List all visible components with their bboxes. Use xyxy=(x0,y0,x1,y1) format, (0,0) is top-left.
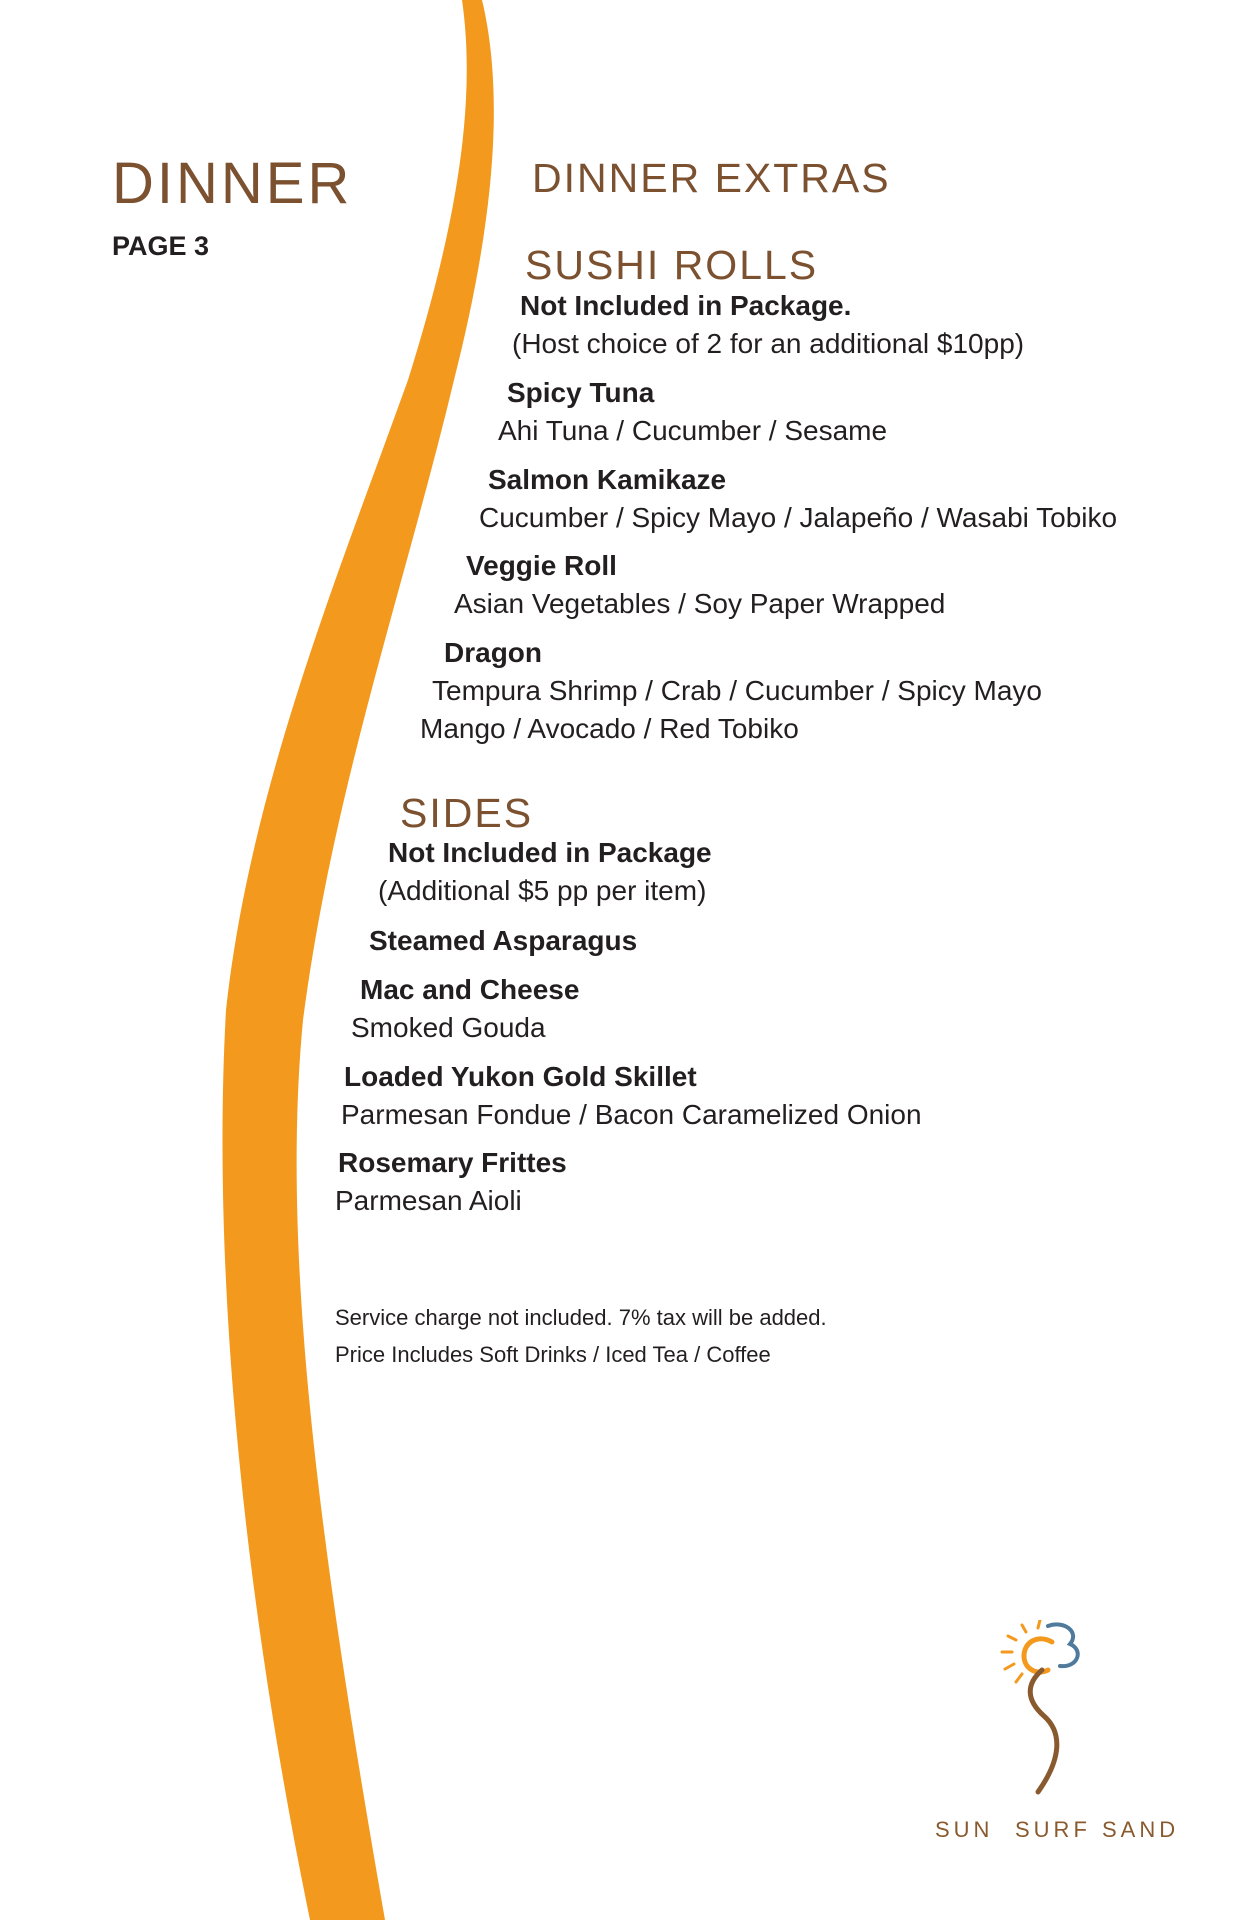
sushi-rolls-title: SUSHI ROLLS xyxy=(525,242,819,288)
menu-item-name: Mac and Cheese xyxy=(360,974,580,1005)
menu-item-name: Loaded Yukon Gold Skillet xyxy=(344,1061,697,1092)
menu-item-name: Rosemary Frittes xyxy=(338,1147,567,1178)
menu-item-desc: Tempura Shrimp / Crab / Cucumber / Spicy Mayo xyxy=(432,675,1042,706)
sides-title: SIDES xyxy=(400,790,534,836)
logo-word-sun: SUN xyxy=(935,1817,994,1842)
footer-service-charge-note: Service charge not included. 7% tax will be added. xyxy=(335,1305,827,1330)
page-title: DINNER xyxy=(112,151,353,216)
menu-item-name: Veggie Roll xyxy=(466,550,617,581)
menu-item-desc: Asian Vegetables / Soy Paper Wrapped xyxy=(454,588,946,619)
menu-item-desc: Mango / Avocado / Red Tobiko xyxy=(420,713,799,744)
page-number-label: PAGE 3 xyxy=(112,231,210,261)
sides-note: (Additional $5 pp per item) xyxy=(378,875,707,906)
sun-surf-sand-logo-icon xyxy=(990,1620,1100,1800)
menu-item-desc: Cucumber / Spicy Mayo / Jalapeño / Wasabi Tobiko xyxy=(479,502,1118,533)
dinner-extras-title: DINNER EXTRAS xyxy=(532,155,891,201)
footer-price-includes-note: Price Includes Soft Drinks / Iced Tea / Coffee xyxy=(335,1342,771,1367)
menu-item-desc: Ahi Tuna / Cucumber / Sesame xyxy=(498,415,888,446)
menu-item-desc: Smoked Gouda xyxy=(351,1012,546,1043)
menu-item-desc: Parmesan Aioli xyxy=(335,1185,522,1216)
menu-item-name: Steamed Asparagus xyxy=(369,925,638,956)
menu-item-desc: Parmesan Fondue / Bacon Caramelized Onion xyxy=(341,1099,922,1130)
sushi-note-bold: Not Included in Package. xyxy=(520,290,852,321)
sides-note-bold: Not Included in Package xyxy=(388,837,712,868)
menu-item-name: Spicy Tuna xyxy=(507,377,655,408)
menu-item-name: Salmon Kamikaze xyxy=(488,464,727,495)
sushi-note: (Host choice of 2 for an additional $10pp) xyxy=(512,328,1025,359)
menu-item-name: Dragon xyxy=(444,637,542,668)
logo-word-sand: SAND xyxy=(1102,1817,1180,1842)
logo-word-surf: SURF xyxy=(1015,1817,1091,1842)
